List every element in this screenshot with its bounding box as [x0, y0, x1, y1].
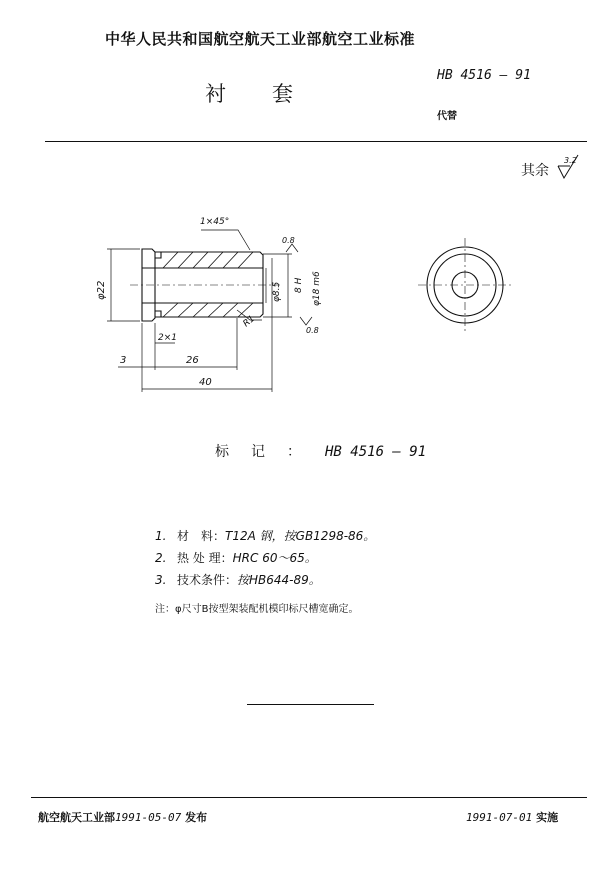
- effective-line: [466, 809, 558, 825]
- footer-rule: [31, 797, 587, 798]
- rough-top-icon: [286, 244, 298, 252]
- technical-notes: [155, 525, 375, 591]
- standard-number: HB 4516 — 91: [437, 68, 531, 83]
- chamfer-leader: [201, 230, 250, 250]
- dia-shank-label: φ18 m6: [312, 271, 322, 306]
- issue-word: 发布: [185, 811, 208, 824]
- marking-value: HB 4516 — 91: [325, 444, 427, 460]
- fit-label: 8 H: [294, 277, 304, 293]
- roughness-value: 3.2: [564, 156, 577, 165]
- body-outline: [155, 252, 263, 317]
- groove-bottom: [155, 311, 161, 317]
- effective-word: 实施: [536, 811, 559, 824]
- len-26-label: 26: [186, 355, 199, 366]
- footnote: 注：φ尺寸B按型架装配机模印标尺槽宽确定。: [155, 604, 359, 615]
- rough-bottom-icon: [300, 317, 312, 325]
- dia-bore-label: φ8.5: [272, 281, 282, 302]
- len-total-label: 40: [199, 377, 212, 388]
- radius-label: R1: [241, 313, 258, 330]
- issue-date: 1991-05-07: [115, 811, 182, 824]
- issuing-organization: 中华人民共和国航空航天工业部航空工业标准: [105, 30, 416, 48]
- note-item: 1. 材 料：T12A 钢，按GB1298-86。: [155, 529, 376, 543]
- chamfer-label: 1×45°: [200, 217, 230, 227]
- document-title: 衬套: [205, 82, 339, 106]
- bushing-drawing: [0, 0, 600, 430]
- issuer: 航空航天工业部: [38, 811, 115, 824]
- roughness-label: 其余: [521, 163, 549, 179]
- separator-short: [247, 704, 374, 705]
- effective-date: 1991-07-01: [466, 811, 533, 824]
- rough-bottom-label: 0.8: [306, 326, 319, 335]
- len-head-label: 3: [120, 355, 127, 366]
- marking-label: 标记：: [215, 444, 323, 460]
- groove-label: 2×1: [158, 333, 177, 343]
- groove-top: [155, 252, 161, 258]
- issue-line: [38, 809, 207, 825]
- marking: [215, 441, 426, 461]
- replaces-label: 代替: [437, 111, 457, 122]
- section-hatching: [163, 252, 253, 317]
- dia-outer-label: φ22: [96, 280, 107, 300]
- note-item: 2. 热 处 理：HRC 60～65。: [155, 551, 317, 565]
- note-item: 3. 技术条件：按HB644-89。: [155, 573, 321, 587]
- rough-top-label: 0.8: [282, 236, 295, 245]
